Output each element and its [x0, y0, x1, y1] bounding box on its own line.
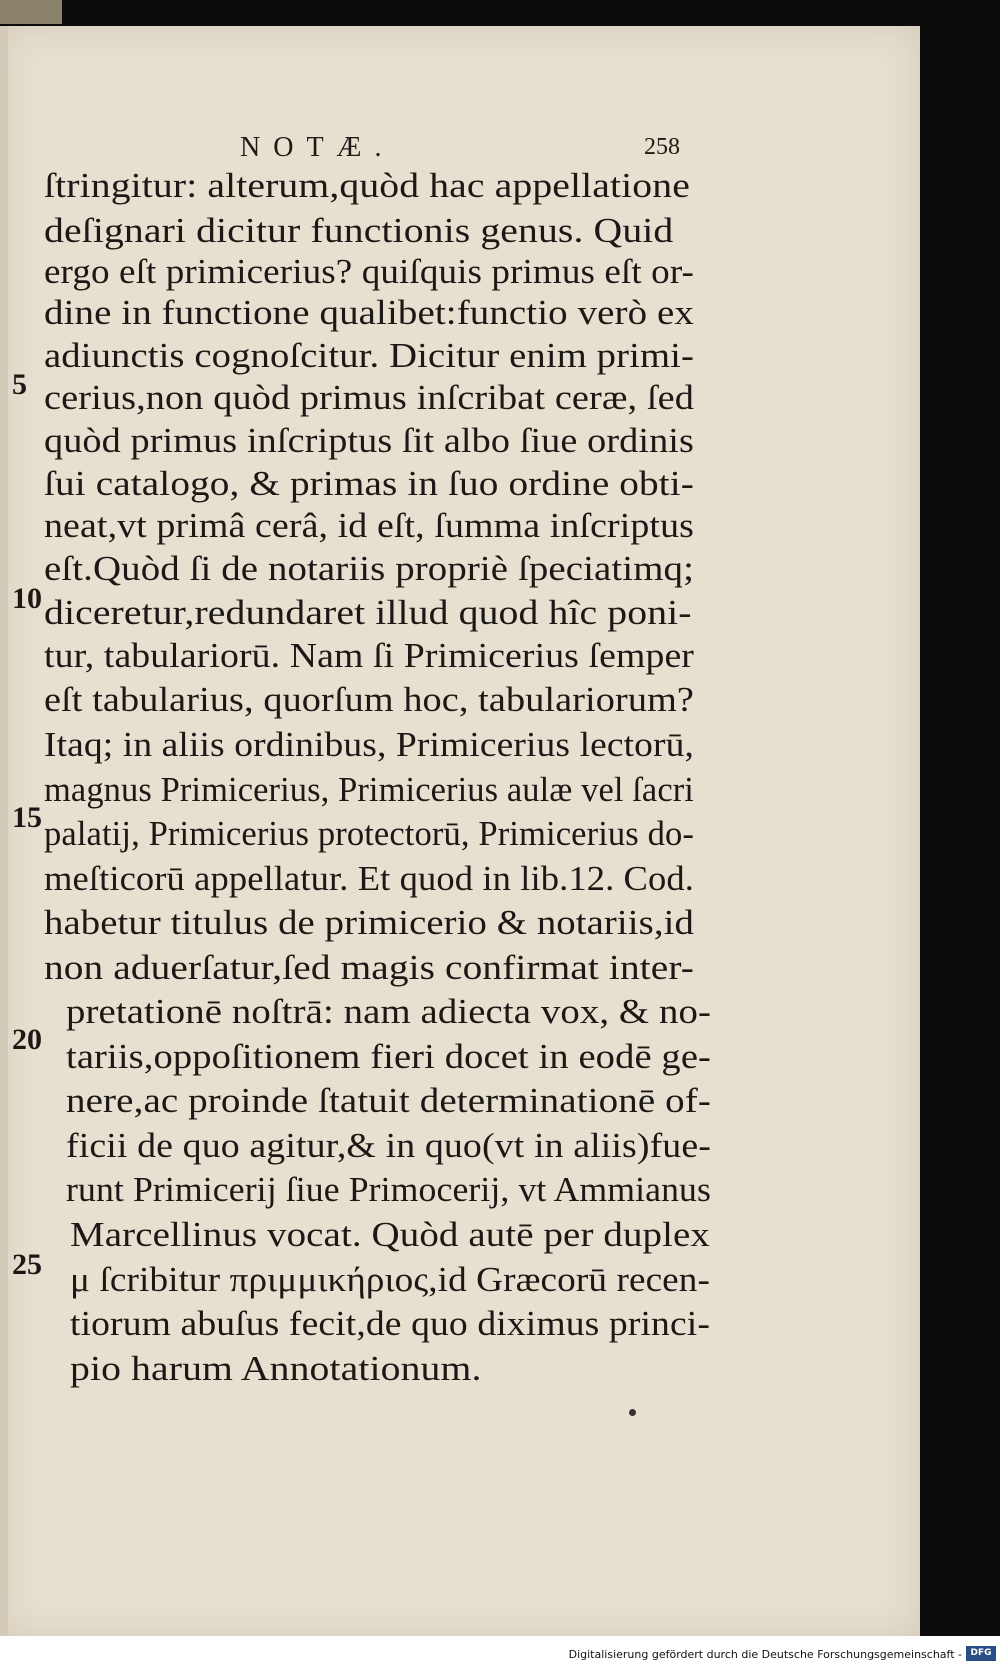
ink-dot	[629, 1409, 636, 1416]
line-number: 5	[12, 368, 27, 401]
text-line-content: diceretur,redundaret illud quod hîc poni-	[44, 594, 692, 632]
text-line	[44, 461, 694, 507]
text-line	[44, 722, 694, 768]
text-line	[44, 900, 694, 946]
text-line-content: runt Primicerij ſiue Primocerij, vt Ammianus	[66, 1171, 711, 1209]
line-number: 25	[12, 1248, 42, 1281]
text-line-content: tiorum abuſus fecit,de quo diximus princi-	[70, 1305, 710, 1343]
text-line	[44, 208, 694, 254]
text-line-content: ficii de quo agitur,& in quo(vt in aliis)fue-	[66, 1127, 711, 1165]
text-line-content: nere,ac proinde ſtatuit determinationē of-	[66, 1082, 711, 1120]
text-line	[44, 856, 694, 902]
text-line	[44, 811, 694, 857]
text-line	[44, 677, 694, 723]
text-line	[44, 333, 694, 379]
text-line-content: cerius,non quòd primus inſcribat ceræ, ſed	[44, 379, 694, 417]
line-number: 15	[12, 801, 42, 834]
text-line	[70, 1346, 710, 1392]
text-line	[44, 767, 694, 813]
text-line-content: tur, tabulariorū. Nam ſi Primicerius ſemper	[44, 637, 694, 675]
text-line-content: Itaq; in aliis ordinibus, Primicerius lectorū,	[44, 726, 694, 764]
text-line	[44, 375, 694, 421]
folio-number: 258	[644, 134, 680, 160]
text-line	[70, 1257, 710, 1303]
text-line-content: magnus Primicerius, Primicerius aulæ vel ſacri	[44, 771, 694, 809]
text-line	[70, 1301, 710, 1347]
text-line	[66, 1034, 711, 1080]
funding-text: Digitalisierung gefördert durch die Deutsche Forschungsgemeinschaft -	[568, 1648, 962, 1661]
text-line-content: ſtringitur: alterum,quòd hac appellatione	[44, 167, 690, 205]
page-tab-top	[0, 0, 62, 24]
line-number: 20	[12, 1023, 42, 1056]
text-line	[44, 290, 694, 336]
text-line-content: Marcellinus vocat. Quòd autē per duplex	[70, 1216, 710, 1254]
text-line	[44, 418, 694, 464]
text-line-content: μ ſcribitur πριμμικήριος,id Græcorū recen-	[70, 1261, 710, 1299]
text-line-content: ſui catalogo, & primas in ſuo ordine obti-	[44, 465, 695, 503]
text-line	[44, 249, 694, 295]
page-gutter-edge	[0, 26, 8, 1636]
text-line-content: pio harum Annotationum.	[70, 1350, 482, 1388]
text-line-content: deſignari dicitur functionis genus. Quid	[44, 212, 674, 250]
text-line-content: pretationē noſtrā: nam adiecta vox, & no-	[66, 993, 711, 1031]
text-line	[44, 590, 694, 636]
text-line-content: quòd primus inſcriptus ſit albo ſiue ordinis	[44, 422, 694, 460]
text-line	[66, 1167, 711, 1213]
text-line-content: habetur titulus de primicerio & notariis,id	[44, 904, 694, 942]
text-line-content: meſticorū appellatur. Et quod in lib.12. Cod.	[44, 860, 694, 898]
text-line	[44, 945, 694, 991]
text-line-content: neat,vt primâ cerâ, id eſt, ſumma inſcriptus	[44, 507, 694, 545]
text-line	[66, 989, 711, 1035]
text-line	[66, 1123, 711, 1169]
text-line	[44, 546, 694, 592]
line-number: 10	[12, 582, 42, 615]
text-line-content: palatij, Primicerius protectorū, Primicerius do-	[44, 815, 694, 853]
text-line-content: tariis,oppoſitionem fieri docet in eodē ge-	[66, 1038, 711, 1076]
running-head: NOTÆ.	[240, 132, 395, 163]
text-line-content: eſt.Quòd ſi de notariis propriè ſpeciatimq;	[44, 550, 694, 588]
text-line-content: eſt tabularius, quorſum hoc, tabulariorum?	[44, 681, 694, 719]
text-line	[44, 503, 694, 549]
text-line	[70, 1212, 710, 1258]
text-line-content: adiunctis cognoſcitur. Dicitur enim primi-	[44, 337, 694, 375]
text-line-content: dine in functione qualibet:functio verò ex	[44, 294, 694, 332]
text-line	[44, 633, 694, 679]
text-line	[66, 1078, 711, 1124]
footer-bar	[0, 1636, 1000, 1670]
text-line	[44, 163, 694, 209]
text-line-content: ergo eſt primicerius? quiſquis primus eſt or-	[44, 253, 694, 291]
text-line-content: non aduerſatur,ſed magis confirmat inter-	[44, 949, 694, 987]
dfg-logo-icon: DFG	[966, 1646, 996, 1661]
